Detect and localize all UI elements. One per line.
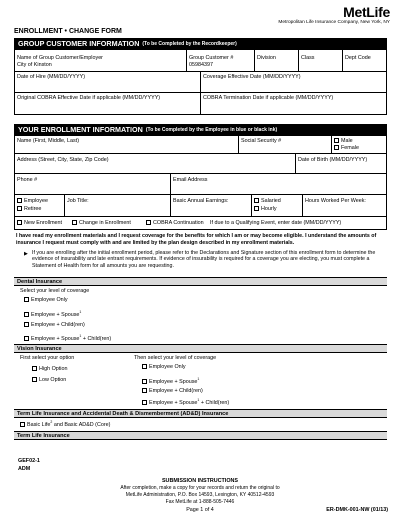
- hourly-option[interactable]: [254, 206, 277, 212]
- cobra-termination-label: COBRA Termination Date if applicable (MM/DD/YYYY): [203, 95, 334, 101]
- vision-level-employee-children[interactable]: [142, 388, 203, 394]
- salaried-label: Salaried: [261, 198, 281, 204]
- salaried-checkbox[interactable]: [254, 198, 259, 203]
- vision-employee-only-label: Employee Only: [149, 364, 186, 370]
- employee-label: Employee: [24, 198, 48, 204]
- group-number-value[interactable]: 05984397: [189, 62, 213, 68]
- dental-footnote-mark-2: 1: [79, 334, 82, 338]
- dental-footnote-mark: 1: [79, 310, 82, 314]
- statement-line-1: I have read my enrollment materials and I request coverage for the benefits for which I am or may become eligible. I understand the amounts of: [16, 233, 377, 239]
- female-option[interactable]: [334, 145, 359, 151]
- group-name-value[interactable]: City of Kinston: [17, 62, 52, 68]
- address-label: Address (Street, City, State, Zip Code): [17, 157, 109, 163]
- new-enrollment-option[interactable]: [17, 220, 62, 226]
- form-title: ENROLLMENT • CHANGE FORM: [14, 28, 122, 35]
- submission-title: SUBMISSION INSTRUCTIONS: [161, 478, 239, 484]
- job-title-label: Job Title:: [67, 198, 89, 204]
- vision-header: Vision Insurance: [14, 344, 387, 353]
- group-number-label: Group Customer #: [189, 55, 234, 61]
- dental-header: Dental Insurance: [14, 277, 387, 286]
- vision-level-employee-only[interactable]: [142, 364, 186, 370]
- vision-high-label: High Option: [39, 366, 68, 372]
- life-footnote-mark: 2: [50, 420, 53, 424]
- hourly-checkbox[interactable]: [254, 206, 259, 211]
- email-label: Email Address: [173, 177, 208, 183]
- vision-prompt-option: First select your option: [20, 355, 75, 361]
- vision-prompt-level: Then select your level of coverage: [134, 355, 217, 361]
- vision-low-label: Low Option: [39, 377, 67, 383]
- class-label: Class: [301, 55, 315, 61]
- male-option[interactable]: [334, 138, 353, 144]
- cobra-effective-label: Original COBRA Effective Date if applicable (MM/DD/YYYY): [17, 95, 161, 101]
- retiree-option[interactable]: [17, 206, 41, 212]
- dept-code-label: Dept Code: [345, 55, 371, 61]
- dob-label: Date of Birth (MM/DD/YYYY): [298, 157, 368, 163]
- new-enrollment-label: New Enrollment: [24, 220, 63, 226]
- footer-code-2: ADM: [18, 466, 31, 472]
- salaried-option[interactable]: [254, 198, 281, 204]
- dental-family-label-b: + Child(ren): [82, 335, 112, 342]
- submission-line-1: After completion, make a copy for your records and return the original to: [120, 485, 280, 491]
- statement-line-2: insurance I request must comply with and are limited by the plan design described in my enrollment materials.: [16, 240, 295, 246]
- bullet-icon: ▶: [24, 251, 28, 257]
- enrollment-section-subtitle: (To be Completed by the Employee in blue or black ink): [145, 126, 278, 133]
- footer-code-1: GEF02-1: [18, 458, 40, 464]
- vision-level-family[interactable]: [142, 398, 229, 406]
- dental-family-label-a: Employee + Spouse: [31, 335, 80, 342]
- submission-line-3: Fax MetLife at 1-888-505-7446: [165, 499, 235, 505]
- dental-family-checkbox[interactable]: [24, 336, 29, 341]
- vision-employee-spouse-checkbox[interactable]: [142, 379, 147, 384]
- dental-option-employee-spouse[interactable]: [24, 310, 81, 318]
- group-section-subtitle: (To be Completed by the Recordkeeper): [142, 40, 237, 47]
- employee-checkbox[interactable]: [17, 198, 22, 203]
- cobra-label: COBRA Continuation: [153, 220, 204, 226]
- vision-family-checkbox[interactable]: [142, 400, 147, 405]
- cobra-checkbox[interactable]: [146, 220, 151, 225]
- dental-employee-only-checkbox[interactable]: [24, 297, 29, 302]
- dental-employee-children-label: Employee + Child(ren): [31, 322, 85, 328]
- submission-line-2: MetLife Administration, P.O. Box 14593, Lexington, KY 40512-4593: [125, 492, 275, 498]
- vision-employee-children-checkbox[interactable]: [142, 388, 147, 393]
- phone-label: Phone #: [17, 177, 38, 183]
- vision-level-employee-spouse[interactable]: [142, 377, 199, 385]
- dental-employee-children-checkbox[interactable]: [24, 322, 29, 327]
- group-section-title: GROUP CUSTOMER INFORMATION: [18, 39, 140, 48]
- vision-family-label-b: + Child(ren): [200, 399, 230, 406]
- dental-employee-spouse-label: Employee + Spouse: [31, 311, 80, 318]
- vision-low-checkbox[interactable]: [32, 377, 37, 382]
- life-basic-option[interactable]: [20, 420, 110, 428]
- page-number: Page 1 of 4: [186, 507, 214, 513]
- enrollment-section-title: YOUR ENROLLMENT INFORMATION: [18, 125, 143, 134]
- coverage-effective-label: Coverage Effective Date (MM/DD/YYYY): [203, 74, 301, 80]
- change-checkbox[interactable]: [72, 220, 77, 225]
- vision-family-label-a: Employee + Spouse: [149, 399, 198, 406]
- dental-employee-spouse-checkbox[interactable]: [24, 312, 29, 317]
- dental-option-employee-children[interactable]: [24, 322, 85, 328]
- change-label: Change in Enrollment: [79, 220, 131, 226]
- group-name-label: Name of Group Customer/Employer: [17, 55, 103, 61]
- date-of-hire-label: Date of Hire (MM/DD/YYYY): [17, 74, 85, 80]
- form-code: ER-DMK-001-NW (01/13): [326, 507, 388, 513]
- female-checkbox[interactable]: [334, 145, 339, 150]
- division-label: Division: [257, 55, 276, 61]
- male-label: Male: [341, 138, 353, 144]
- statement-bullet: If you are enrolling after the initial enrollment period, please refer to the Declarations and Signature section of this enrollment form to determine the evidence of insurability and late entrant requirements. If evidence of insurability is required for a coverage you are electing, you must complete a Statement of Health form for all amounts you are requesting.: [32, 250, 376, 269]
- vision-low-option[interactable]: [32, 377, 66, 383]
- vision-employee-children-label: Employee + Child(ren): [149, 388, 203, 394]
- change-option[interactable]: [72, 220, 131, 226]
- group-section-header: [14, 38, 387, 49]
- life-basic-checkbox[interactable]: [20, 422, 25, 427]
- vision-high-checkbox[interactable]: [32, 366, 37, 371]
- retiree-checkbox[interactable]: [17, 206, 22, 211]
- new-enrollment-checkbox[interactable]: [17, 220, 22, 225]
- retiree-label: Retiree: [24, 206, 42, 212]
- dental-employee-only-label: Employee Only: [31, 297, 68, 303]
- vision-employee-only-checkbox[interactable]: [142, 364, 147, 369]
- dental-option-family[interactable]: [24, 334, 111, 342]
- life-basic-add-label: and Basic AD&D (Core): [53, 421, 111, 428]
- life-header: Term Life Insurance and Accidental Death & Dismemberment (AD&D) Insurance: [14, 409, 387, 418]
- life-basic-label: Basic Life: [27, 421, 51, 428]
- vision-high-option[interactable]: [32, 366, 67, 372]
- earnings-label: Basic Annual Earnings:: [173, 198, 229, 204]
- term-life-header: Term Life Insurance: [14, 431, 387, 440]
- name-label: Name (First, Middle, Last): [17, 138, 80, 144]
- hours-label: Hours Worked Per Week:: [305, 198, 366, 204]
- cobra-option[interactable]: [146, 220, 204, 226]
- dental-option-employee-only[interactable]: [24, 297, 68, 303]
- hourly-label: Hourly: [261, 206, 277, 212]
- vision-employee-spouse-label: Employee + Spouse: [149, 378, 198, 385]
- male-checkbox[interactable]: [334, 138, 339, 143]
- female-label: Female: [341, 145, 359, 151]
- vision-footnote-mark-2: 1: [197, 398, 200, 402]
- employee-option[interactable]: [17, 198, 48, 204]
- qualifying-event-label: If due to a Qualifying Event, enter date (MM/DD/YYYY): [210, 220, 342, 226]
- enrollment-section-header: [14, 124, 387, 135]
- vision-footnote-mark: 1: [197, 377, 200, 381]
- metlife-logo: MetLife: [343, 4, 390, 20]
- company-name: Metropolitan Life Insurance Company, New York, NY: [278, 20, 390, 25]
- ssn-label: Social Security #: [241, 138, 282, 144]
- dental-prompt: Select your level of coverage: [20, 288, 90, 294]
